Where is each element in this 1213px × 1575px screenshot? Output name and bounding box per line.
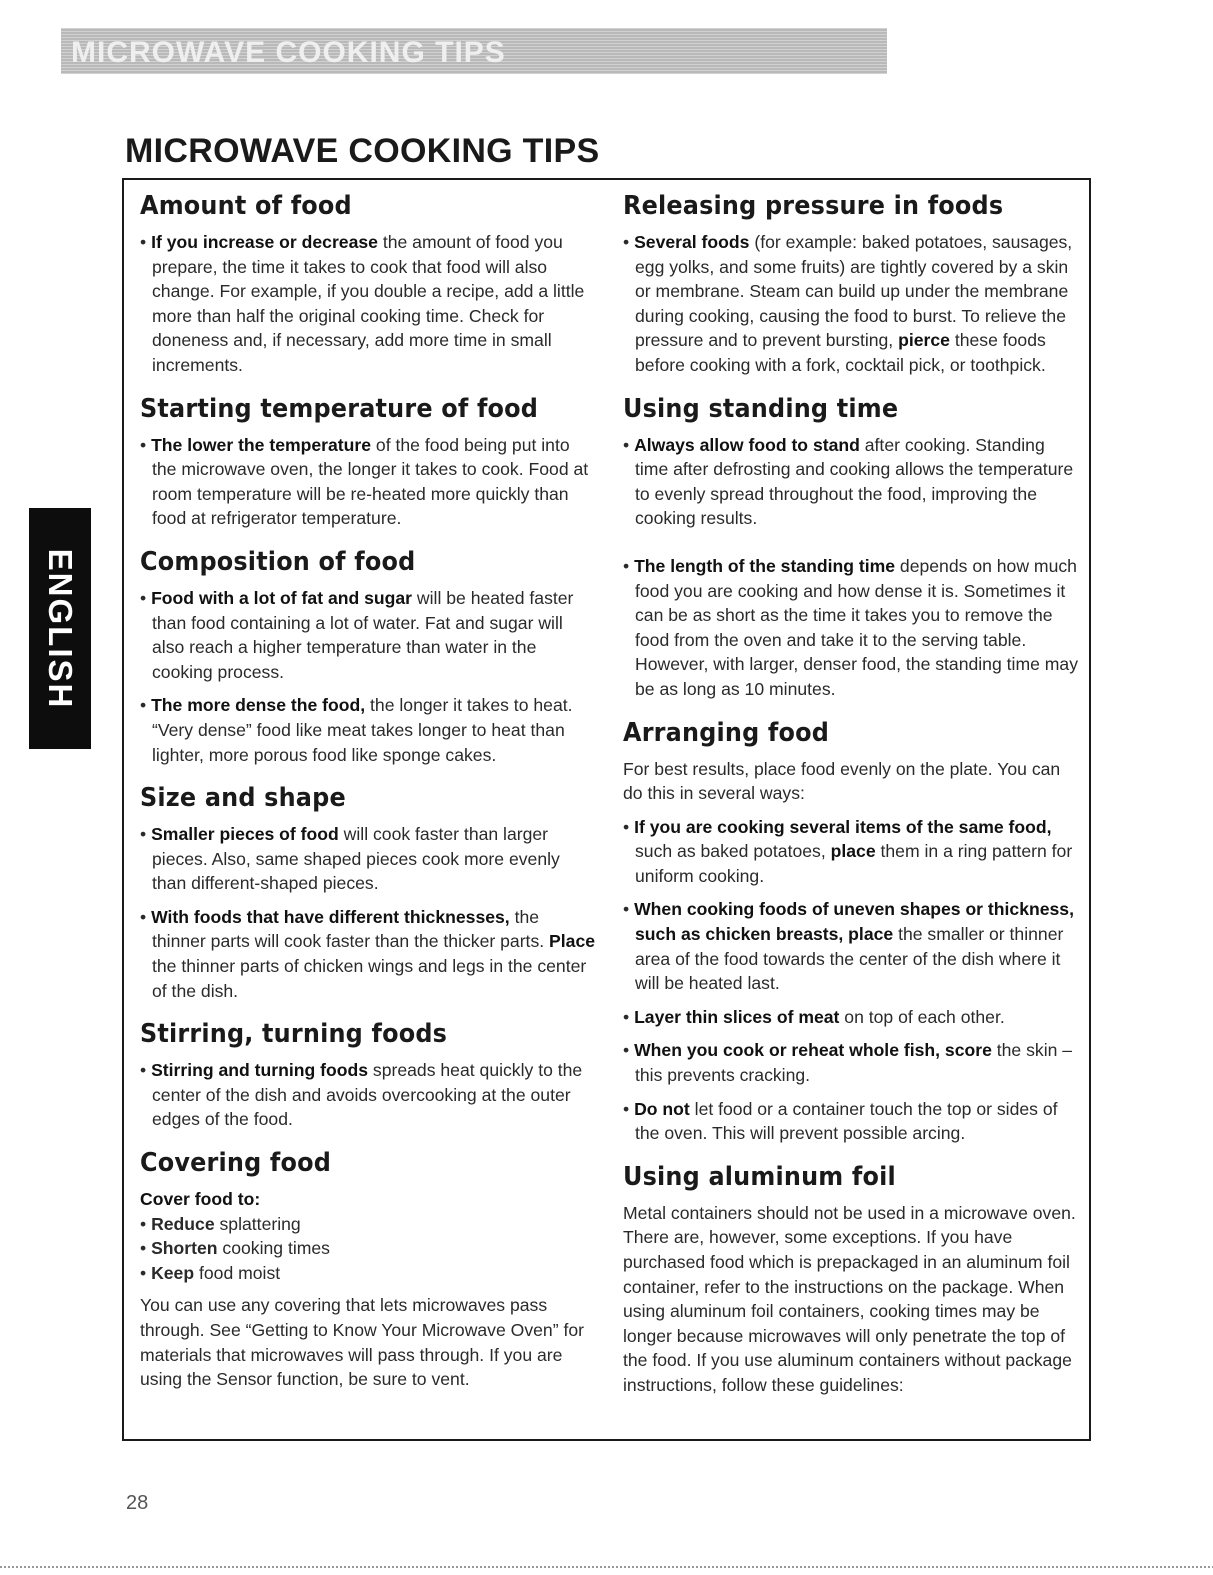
section-heading: Releasing pressure in foods bbox=[623, 191, 1004, 221]
bullet-item: • The length of the standing time depends on how much food you are cooking and how dense it is. Sometimes it can be as short as the time it takes you to remove the food from the oven and take it to the serving table. However, with larger, denser food, the standing time may be as long as 10 minutes. bbox=[623, 555, 1079, 699]
section-arranging-food bbox=[623, 716, 1078, 1146]
bullet-item: • Layer thin slices of meat on top of each other. bbox=[623, 1006, 1005, 1027]
left-column bbox=[140, 189, 595, 1401]
list-item: • Reduce splattering bbox=[140, 1213, 301, 1234]
list-item: • Shorten cooking times bbox=[140, 1238, 330, 1259]
section-heading: Using standing time bbox=[623, 393, 899, 424]
bullet-item: • The lower the temperature of the food being put into the microwave oven, the longer it takes to cook. Food at room temperature will be re-heated more quickly than food at refrigerator temperature. bbox=[140, 434, 589, 529]
bullet-item: • Several foods (for example: baked potatoes, sausages, egg yolks, and some fruits) are tightly covered by a skin or membrane. Steam can build up under the membrane during cooking, causing the food to burst. To relieve the pressure and to prevent bursting, pierce these foods before cooking with a fork, cocktail pick, or toothpick. bbox=[623, 232, 1073, 375]
section-heading: Stirring, turning foods bbox=[140, 1019, 448, 1050]
paragraph: You can use any covering that lets microwaves pass through. See “Getting to Know Your Microwave Oven” for materials that microwaves will pass through. If you are using the Sensor function, be sure to vent. bbox=[140, 1295, 584, 1390]
header-banner bbox=[61, 28, 887, 74]
bullet-item: • The more dense the food, the longer it takes to heat. “Very dense” food like meat takes longer to heat than lighter, more porous food like sponge cakes. bbox=[140, 695, 573, 765]
language-tab-label: ENGLISH bbox=[42, 548, 79, 709]
section-heading: Composition of food bbox=[140, 546, 416, 577]
right-column bbox=[623, 189, 1078, 1407]
section-amount-of-food bbox=[140, 189, 595, 378]
paragraph: Metal containers should not be used in a microwave oven. There are, however, some exceptions. If you have purchased food which is prepackaged in an aluminum foil container, refer to the instructions on the package. When using aluminum foil containers, cooking times may be longer because microwaves will only penetrate the top of the food. If you use aluminum containers without package instructions, follow these guidelines: bbox=[623, 1202, 1076, 1395]
bullet-item: • Stirring and turning foods spreads heat quickly to the center of the dish and avoids overcooking at the outer edges of the food. bbox=[140, 1060, 583, 1130]
page-title: MICROWAVE COOKING TIPS bbox=[125, 132, 600, 170]
bullet-item: • With foods that have different thicknesses, the thinner parts will cook faster than the thicker parts. Place the thinner parts of chicken wings and legs in the center of the dish. bbox=[140, 906, 596, 1001]
section-releasing-pressure bbox=[623, 189, 1078, 378]
section-heading: Arranging food bbox=[623, 717, 830, 748]
section-stirring-turning bbox=[140, 1017, 595, 1132]
bullet-item: • Food with a lot of fat and sugar will be heated faster than food containing a lot of water. Fat and sugar will also reach a higher temperature than water in the cooking process. bbox=[140, 587, 574, 682]
section-covering-food bbox=[140, 1146, 595, 1392]
list-item: • Keep food moist bbox=[140, 1262, 281, 1283]
subheading: Cover food to: bbox=[140, 1189, 261, 1210]
bottom-divider bbox=[0, 1566, 1213, 1568]
page-number: 28 bbox=[126, 1492, 149, 1514]
section-size-and-shape bbox=[140, 781, 595, 1003]
section-starting-temperature bbox=[140, 392, 595, 531]
section-heading: Size and shape bbox=[140, 783, 346, 814]
section-composition bbox=[140, 545, 595, 767]
paragraph: For best results, place food evenly on the plate. You can do this in several ways: bbox=[623, 758, 1061, 804]
section-heading: Covering food bbox=[140, 1148, 332, 1179]
bullet-item: • If you increase or decrease the amount of food you prepare, the time it takes to cook that food will also change. For example, if you double a recipe, add a little more than half the original cooking time. Check for doneness and, if necessary, add more time in small increments. bbox=[140, 232, 585, 375]
section-heading: Using aluminum foil bbox=[623, 1161, 896, 1192]
banner-text: MICROWAVE COOKING TIPS bbox=[71, 36, 506, 69]
section-standing-time bbox=[623, 392, 1078, 702]
section-aluminum-foil bbox=[623, 1160, 1078, 1398]
bullet-item: • Smaller pieces of food will cook faster than larger pieces. Also, same shaped pieces cook more evenly than different-shaped pieces. bbox=[140, 824, 560, 894]
section-heading: Amount of food bbox=[140, 191, 352, 221]
bullet-item: • When cooking foods of uneven shapes or thickness, such as chicken breasts, place the smaller or thinner area of the food towards the center of the dish where it will be heated last. bbox=[623, 899, 1074, 994]
bullet-item: • Always allow food to stand after cooking. Standing time after defrosting and cooking allows the temperature to evenly spread throughout the food, improving the cooking results. bbox=[623, 434, 1074, 529]
bullet-item: • When you cook or reheat whole fish, score the skin – this prevents cracking. bbox=[623, 1040, 1073, 1086]
bullet-item: • If you are cooking several items of the same food, such as baked potatoes, place them in a ring pattern for uniform cooking. bbox=[623, 816, 1073, 886]
language-tab bbox=[29, 508, 91, 749]
section-heading: Starting temperature of food bbox=[140, 393, 539, 424]
bullet-item: • Do not let food or a container touch the top or sides of the oven. This will prevent possible arcing. bbox=[623, 1098, 1058, 1144]
